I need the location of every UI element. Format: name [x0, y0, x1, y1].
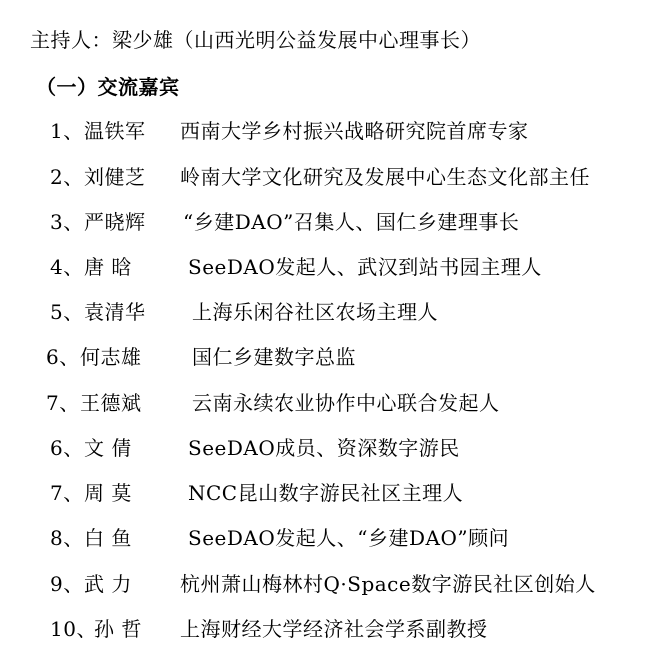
guest-name: 周 莫	[84, 481, 132, 505]
guest-name: 武 力	[84, 572, 132, 596]
guest-row	[0, 209, 669, 235]
guest-name: 文 倩	[84, 436, 132, 460]
guest-number: 8、	[50, 526, 84, 550]
guest-name: 温铁军	[84, 119, 146, 143]
guest-name: 王德斌	[80, 391, 142, 415]
guest-role: SeeDAO发起人、“乡建DAO”顾问	[188, 526, 510, 550]
guest-row	[0, 616, 669, 642]
guest-number: 1、	[50, 119, 84, 143]
section-title: （一）交流嘉宾	[36, 75, 180, 99]
guest-role: 西南大学乡村振兴战略研究院首席专家	[180, 119, 529, 143]
guest-number: 2、	[50, 165, 84, 189]
guest-row	[0, 344, 669, 370]
guest-role: SeeDAO成员、资深数字游民	[188, 436, 460, 460]
guest-role: 云南永续农业协作中心联合发起人	[192, 391, 500, 415]
guest-row	[0, 571, 669, 597]
guest-number: 7、	[46, 391, 80, 415]
guest-number: 3、	[50, 210, 84, 234]
guest-number: 4、	[50, 255, 84, 279]
guest-row	[0, 299, 669, 325]
guest-row	[0, 164, 669, 190]
guest-name: 何志雄	[80, 345, 142, 369]
guest-role: 国仁乡建数字总监	[192, 345, 356, 369]
guest-name: 唐 晗	[84, 255, 132, 279]
guest-role: 岭南大学文化研究及发展中心生态文化部主任	[180, 165, 590, 189]
guest-row	[0, 480, 669, 506]
guest-number: 7、	[50, 481, 84, 505]
guest-number: 9、	[50, 572, 84, 596]
guest-role: SeeDAO发起人、武汉到站书园主理人	[188, 255, 542, 279]
guest-row	[0, 435, 669, 461]
guest-name: 孙 哲	[94, 617, 142, 641]
guest-row	[0, 390, 669, 416]
guest-name: 刘健芝	[84, 165, 146, 189]
host-line: 主持人：梁少雄（山西光明公益发展中心理事长）	[30, 28, 481, 52]
guest-row	[0, 525, 669, 551]
guest-role: NCC昆山数字游民社区主理人	[188, 481, 464, 505]
guest-name: 白 鱼	[84, 526, 132, 550]
guest-role: 上海乐闲谷社区农场主理人	[192, 300, 438, 324]
guest-row	[0, 254, 669, 280]
guest-number: 10、	[50, 617, 97, 641]
guest-name: 袁清华	[84, 300, 146, 324]
guest-role: 杭州萧山梅林村Q·Space数字游民社区创始人	[180, 572, 596, 596]
guest-number: 6、	[46, 345, 80, 369]
guest-number: 6、	[50, 436, 84, 460]
guest-role: “乡建DAO”召集人、国仁乡建理事长	[183, 210, 520, 234]
guest-role: 上海财经大学经济社会学系副教授	[180, 617, 488, 641]
guest-row	[0, 118, 669, 144]
guest-name: 严晓辉	[84, 210, 146, 234]
guest-number: 5、	[50, 300, 84, 324]
